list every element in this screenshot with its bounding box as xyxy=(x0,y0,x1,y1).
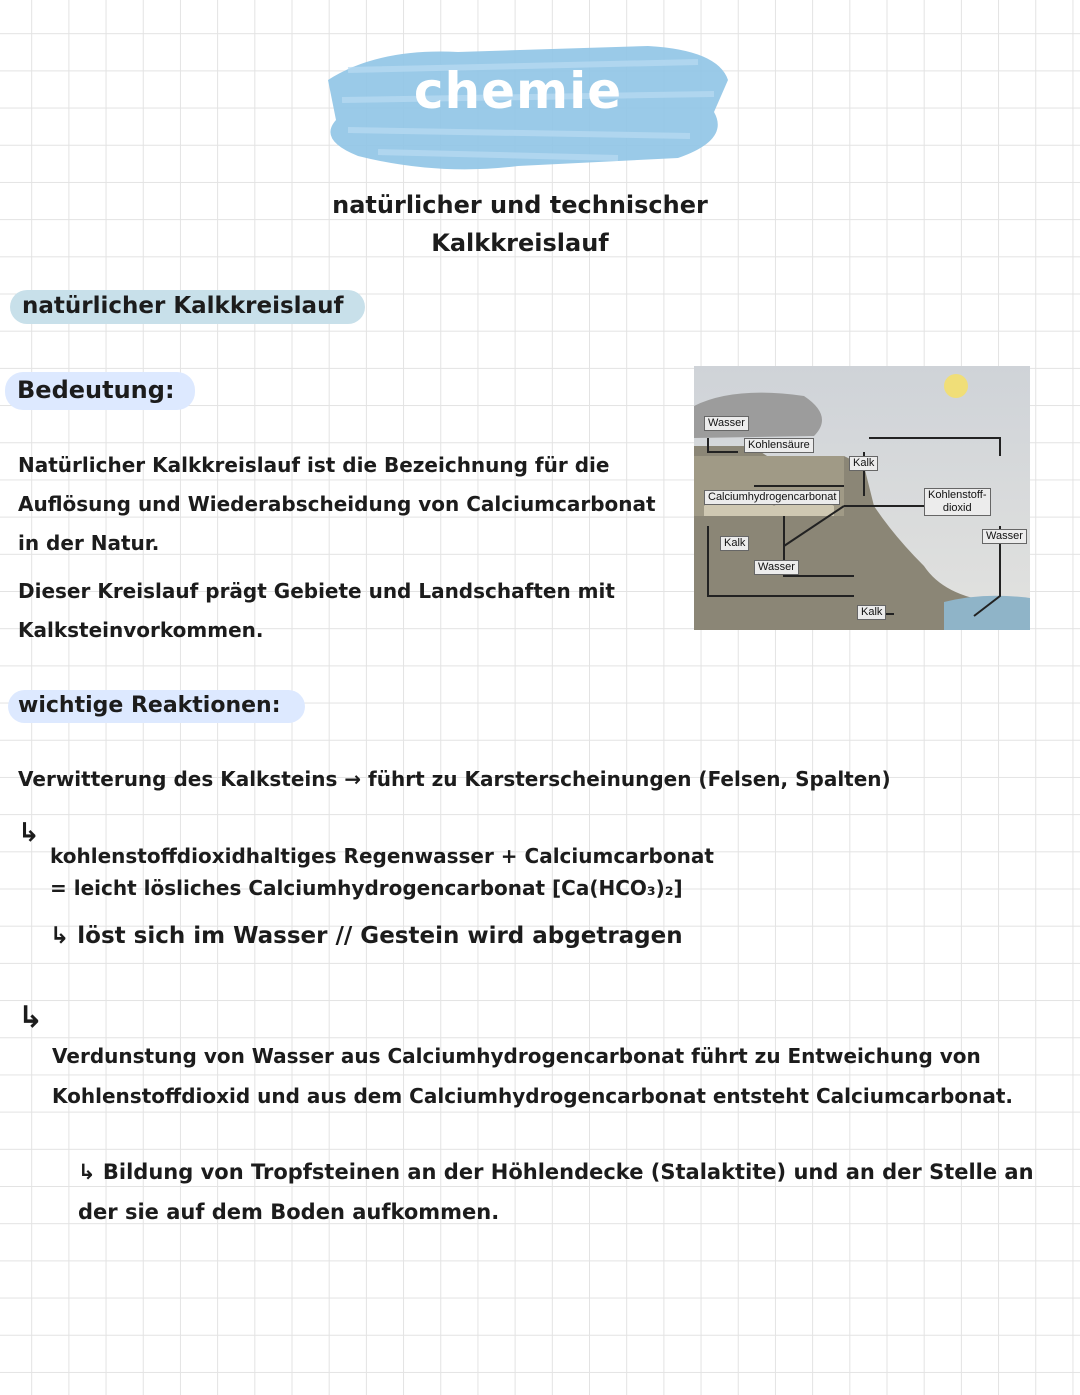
page-subtitle xyxy=(300,186,740,262)
page-title: chemie xyxy=(413,62,623,120)
evaporation-paragraph: Verdunstung von Wasser aus Calciumhydrogencarbonat führt zu Entweichung von Kohlenstoffdioxid und aus dem Calciumhydrogencarbonat entsteht Calciumcarbonat. xyxy=(52,1044,1013,1108)
diagram-label-kalk-top: Kalk xyxy=(849,456,878,471)
stalactite-paragraph: ↳ Bildung von Tropfsteinen an der Höhlendecke (Stalaktite) und an der Stelle an der sie auf dem Boden aufkommen. xyxy=(78,1160,1034,1224)
diagram-label-kohlensaeure: Kohlensäure xyxy=(744,438,814,453)
reaction-dissolves: ↳ löst sich im Wasser // Gestein wird abgetragen xyxy=(50,923,683,949)
arrow-icon: ↳ xyxy=(18,1000,44,1035)
heading-reactions: wichtige Reaktionen: xyxy=(8,690,305,723)
landscape-paragraph: Dieser Kreislauf prägt Gebiete und Landschaften mit Kalksteinvorkommen. xyxy=(18,579,615,642)
subtitle-line-1: natürlicher und technischer xyxy=(332,191,708,219)
section-heading-natural: natürlicher Kalkkreislauf xyxy=(10,290,365,324)
reaction-equation: kohlenstoffdioxidhaltiges Regenwasser + Calciumcarbonat xyxy=(50,844,714,868)
subtitle-line-2: Kalkkreislauf xyxy=(431,229,609,257)
diagram-label-calciumhydrogencarbonat: Calciumhydrogencarbonat xyxy=(704,490,840,505)
diagram-label-wasser-right: Wasser xyxy=(982,529,1027,544)
reaction-product: = leicht lösliches Calciumhydrogencarbonat [Ca(HCO₃)₂] xyxy=(50,876,683,900)
diagram-label-kalk-left: Kalk xyxy=(720,536,749,551)
heading-bedeutung: Bedeutung: xyxy=(5,372,195,410)
arrow-icon: ↳ xyxy=(18,818,40,848)
limestone-cycle-diagram xyxy=(694,366,1030,630)
diagram-label-kohlenstoffdioxid: Kohlenstoff- dioxid xyxy=(924,488,991,516)
diagram-label-wasser-middle: Wasser xyxy=(754,560,799,575)
bedeutung-paragraph: Natürlicher Kalkkreislauf ist die Bezeichnung für die Auflösung und Wiederabscheidung von Calciumcarbonat in der Natur. xyxy=(18,453,656,555)
diagram-label-wasser-top: Wasser xyxy=(704,416,749,431)
diagram-label-kalk-bottom: Kalk xyxy=(857,605,886,620)
reaction-weathering: Verwitterung des Kalksteins → führt zu Karsterscheinungen (Felsen, Spalten) xyxy=(18,767,891,791)
